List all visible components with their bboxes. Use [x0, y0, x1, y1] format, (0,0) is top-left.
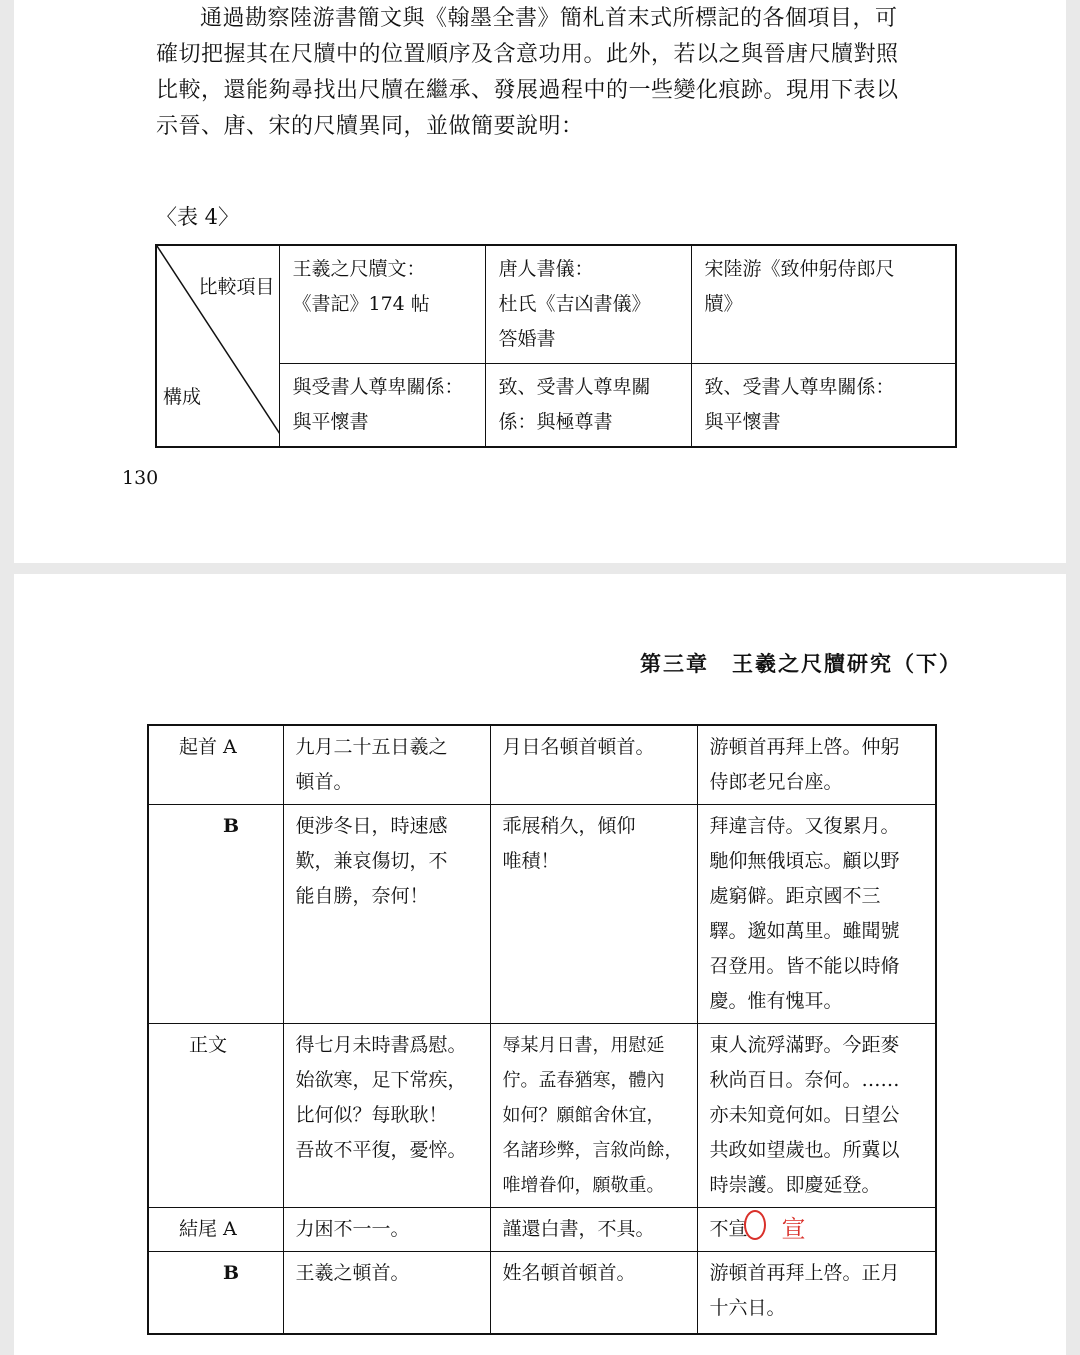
- header-cell-wang-xizhi: [279, 245, 485, 364]
- cell-line: 侍郎老兄台座。: [709, 771, 843, 793]
- cell-line: 《書記》174 帖: [292, 293, 430, 315]
- cell-line: 馳仰無俄頃忘。顧以野: [709, 850, 900, 872]
- cell-line: 召登用。皆不能以時脩: [709, 955, 900, 977]
- cell-line: 歎，兼哀傷切，不: [295, 850, 448, 872]
- annotated-text: [709, 1212, 806, 1247]
- cell-line: 與受書人尊卑關係：: [292, 376, 464, 398]
- cell-line: 謹還白書，不具。: [502, 1218, 655, 1240]
- cell-line: 驛。邈如萬里。雖聞號: [709, 920, 900, 942]
- cell-line: 答婚書: [498, 328, 556, 350]
- cell-line: 係：與極尊書: [498, 411, 613, 433]
- row-label: B: [148, 1252, 283, 1334]
- cell-line: 不宣: [709, 1218, 748, 1240]
- cell-line: 拜違言侍。又復累月。: [709, 815, 900, 837]
- cell-line: 唐人書儀：: [498, 258, 594, 280]
- cell-song: [697, 1252, 936, 1334]
- cell-line: 致、受書人尊卑關係：: [704, 376, 895, 398]
- cell-song: [697, 725, 936, 805]
- cell-line: 吾故不平復，憂悴。: [295, 1139, 467, 1161]
- cell-line: 共政如望歲也。所冀以: [709, 1139, 900, 1161]
- cell-line: 牘》: [704, 293, 743, 315]
- cell-song: [697, 1208, 936, 1252]
- cell-line: 游頓首再拜上啓。正月: [709, 1262, 900, 1284]
- cell-line: 與平懷書: [292, 411, 369, 433]
- cell-line: 秋尚百日。奈何。……: [709, 1069, 900, 1091]
- cell-wang-xizhi: [283, 1024, 490, 1208]
- cell-tang: [490, 1252, 697, 1334]
- cell-line: 能自勝，奈何！: [295, 885, 429, 907]
- cell-line: 九月二十五日羲之: [295, 736, 448, 758]
- cell-line: 十六日。: [709, 1297, 786, 1319]
- row-label: 結尾 A: [148, 1208, 283, 1252]
- cell-line: 游頓首再拜上啓。仲躬: [709, 736, 900, 758]
- relation-cell-tang: [485, 364, 691, 448]
- cell-line: 佇。孟春猶寒，體內: [502, 1070, 665, 1091]
- cell-line: 辱某月日書，用慰延: [502, 1035, 665, 1056]
- comparison-table-body: [147, 724, 937, 1335]
- cell-line: 月日名頓首頓首。: [502, 736, 655, 758]
- paragraph-line: 示晉、唐、宋的尺牘異同，並做簡要說明：: [156, 114, 584, 139]
- chapter-header: 第三章 王羲之尺牘研究（下）: [640, 651, 962, 676]
- cell-line: 如何？願館舍休宜，: [502, 1105, 665, 1126]
- cell-line: 姓名頓首頓首。: [502, 1262, 636, 1284]
- header-cell-song-lu-you: [691, 245, 956, 364]
- cell-line: 力困不一一。: [295, 1218, 410, 1240]
- cell-line: 始欲寒，足下常疾，: [295, 1069, 467, 1091]
- cell-line: 唯增眷仰，願敬重。: [502, 1175, 665, 1196]
- paragraph-line: 確切把握其在尺牘中的位置順序及含意功用。此外，若以之與晉唐尺牘對照: [156, 42, 899, 67]
- cell-tang: [490, 1208, 697, 1252]
- cell-line: 乖展稍久，傾仰: [502, 815, 636, 837]
- cell-wang-xizhi: [283, 1208, 490, 1252]
- cell-line: 唯積！: [502, 850, 560, 872]
- paragraph-line: 通過勘察陸游書簡文與《翰墨全書》簡札首末式所標記的各個項目，可: [200, 6, 898, 31]
- cell-line: 宋陸游《致仲躬侍郎尺: [704, 258, 895, 280]
- cell-line: 時崇護。即慶延登。: [709, 1174, 881, 1196]
- row-label: B: [148, 805, 283, 1024]
- cell-song: [697, 1024, 936, 1208]
- header-cell-tang: [485, 245, 691, 364]
- red-handwritten-correction: 宣: [781, 1215, 806, 1243]
- cell-wang-xizhi: [283, 725, 490, 805]
- cell-line: 便涉冬日，時速感: [295, 815, 448, 837]
- intro-paragraph: [156, 1, 956, 145]
- row-label: 起首 A: [148, 725, 283, 805]
- table-label: 〈表 4〉: [156, 205, 240, 229]
- cell-song: [697, 805, 936, 1024]
- cell-line: 得七月未時書爲慰。: [295, 1034, 467, 1056]
- corner-label-top: 比較項目: [198, 276, 275, 298]
- cell-tang: [490, 725, 697, 805]
- cell-tang: [490, 805, 697, 1024]
- cell-wang-xizhi: [283, 1252, 490, 1334]
- row-label: 正文: [148, 1024, 283, 1208]
- cell-line: 慶。惟有愧耳。: [709, 990, 843, 1012]
- cell-line: 處窮僻。距京國不三: [709, 885, 881, 907]
- cell-line: 比何似？每耿耿！: [295, 1104, 448, 1126]
- cell-line: 王羲之頓首。: [295, 1262, 410, 1284]
- cell-tang: [490, 1024, 697, 1208]
- cell-line: 王羲之尺牘文：: [292, 258, 426, 280]
- cell-line: 東人流殍滿野。今距麥: [709, 1034, 900, 1056]
- page-130: [14, 0, 1066, 563]
- cell-line: 杜氏《吉凶書儀》: [498, 293, 651, 315]
- red-circle-annotation: [744, 1210, 766, 1240]
- paragraph-line: 比較，還能夠尋找出尺牘在繼承、發展過程中的一些變化痕跡。現用下表以: [156, 78, 899, 103]
- cell-line: 與平懷書: [704, 411, 781, 433]
- cell-line: 亦未知竟何如。日望公: [709, 1104, 900, 1126]
- relation-cell-song: [691, 364, 956, 448]
- cell-line: 頓首。: [295, 771, 353, 793]
- cell-line: 名諸珍弊，言敘尚餘，: [502, 1140, 683, 1161]
- cell-line: 致、受書人尊卑關: [498, 376, 651, 398]
- comparison-table-header: [155, 244, 957, 448]
- table-corner-cell: [156, 245, 279, 447]
- page-number: 130: [122, 467, 159, 489]
- cell-wang-xizhi: [283, 805, 490, 1024]
- relation-cell-wang-xizhi: [279, 364, 485, 448]
- corner-label-bottom: 構成: [163, 386, 202, 408]
